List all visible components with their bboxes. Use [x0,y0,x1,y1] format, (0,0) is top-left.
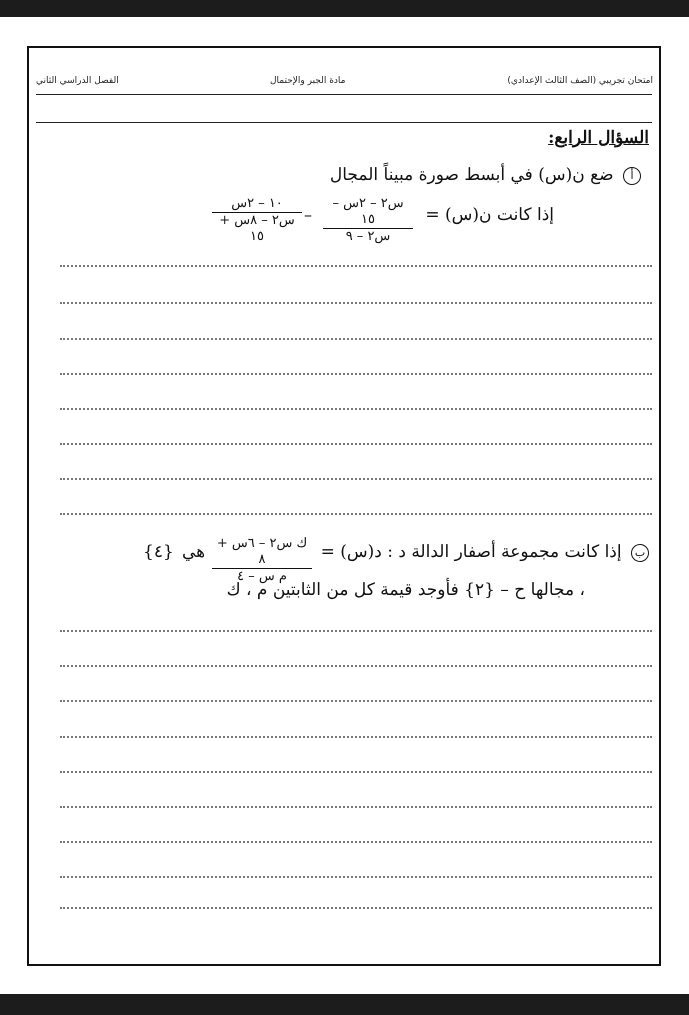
fraction-2-denominator: س٢ – ٨س + ١٥ [219,213,295,244]
answer-line [60,841,652,843]
part-a-number: أ [623,167,641,185]
answer-line [60,513,652,515]
header-rule [36,94,652,95]
zeros-set: {٤} [143,542,174,562]
part-a-instruction: ضع ن(س) في أبسط صورة مبيناً المجال [329,165,614,185]
fraction-1-numerator: س٢ – ٢س – ١٥ [323,196,413,229]
answer-line [60,443,652,445]
subject-label: مادة الجبر والإحتمال [270,76,346,86]
exam-title: امتحان تجريبي (الصف الثالث الإعدادي) [507,76,653,86]
bottom-bar [0,994,689,1015]
answer-line [60,408,652,410]
answer-line [60,338,652,340]
answer-line [60,700,652,702]
answer-line [60,876,652,878]
part-b-line-2: ، مجالها ح – {٢} فأوجد قيمة كل من الثابتين م ، ك [226,580,585,600]
part-b-number: ب [631,544,649,562]
question-title: السؤال الرابع: [548,128,649,148]
fraction-1-denominator: س٢ – ٩ [345,229,391,244]
part-b-is-label: هي [182,542,206,562]
answer-line [60,373,652,375]
answer-line [60,665,652,667]
answer-line [60,630,652,632]
answer-line [60,907,652,909]
part-b-fraction-numerator: ك س٢ – ٦س + ٨ [212,536,312,569]
part-b-fraction [212,536,312,585]
part-a-fraction-2 [212,196,302,245]
answer-line [60,478,652,480]
part-a-instruction-line [330,165,641,185]
term-label: الفصل الدراسي الثاني [36,76,119,86]
part-a-if-label: إذا كانت ن(س) = [425,205,554,225]
answer-line [60,736,652,738]
part-b-fraction-denominator: م س – ٤ [237,569,287,584]
top-bar [0,0,689,17]
answer-line [60,771,652,773]
answer-line [60,806,652,808]
part-a-fraction-1 [323,196,413,245]
fraction-2-numerator: ١٠ – ٢س [212,196,302,213]
header-rule-2 [36,122,652,123]
part-b-text: إذا كانت مجموعة أصفار الدالة د : د(س) = [320,542,622,562]
minus-sign: – [304,205,312,224]
answer-line [60,302,652,304]
answer-line [60,265,652,267]
part-b-line-1 [321,542,649,562]
